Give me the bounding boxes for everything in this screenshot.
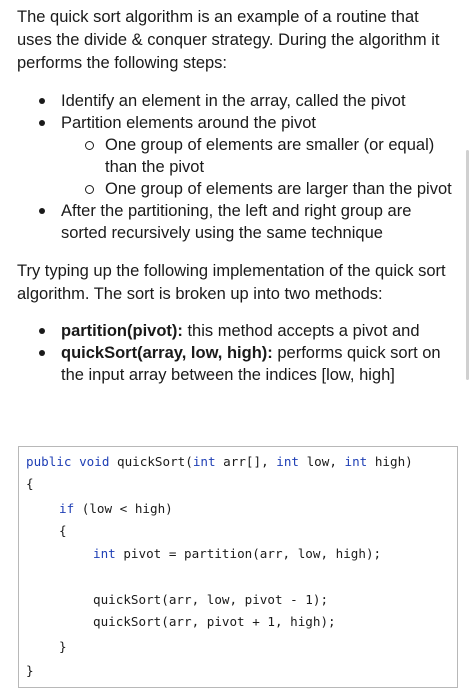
vertical-scrollbar[interactable]	[466, 150, 469, 380]
method-desc: performs quick sort on the input array between the indices [low, high]	[61, 344, 441, 384]
sub-step-text: One group of elements are smaller (or equal) than the pivot	[105, 136, 435, 176]
document-body	[17, 6, 457, 386]
code-line: quickSort(arr, pivot + 1, high);	[93, 614, 336, 629]
code-line: }	[26, 663, 34, 678]
list-item	[61, 134, 457, 178]
steps-list	[17, 90, 457, 244]
step-text: Identify an element in the array, called the pivot	[61, 92, 406, 110]
list-item	[17, 112, 457, 200]
code-line: int pivot = partition(arr, low, high);	[93, 546, 382, 561]
step-text: Partition elements around the pivot	[61, 114, 316, 132]
method-name: quickSort(array, low, high):	[61, 344, 273, 362]
code-line: {	[59, 523, 67, 538]
sub-step-text: One group of elements are larger than the pivot	[105, 180, 452, 198]
sub-steps-list	[61, 134, 457, 200]
try-paragraph: Try typing up the following implementation of the quick sort algorithm. The sort is broken up into two methods:	[17, 262, 446, 303]
list-item	[17, 342, 457, 386]
methods-list	[17, 320, 457, 386]
code-line: quickSort(arr, low, pivot - 1);	[93, 592, 329, 607]
list-item	[17, 200, 457, 244]
code-line: public void quickSort(int arr[], int low, int high)	[26, 454, 413, 469]
code-line: if (low < high)	[59, 501, 173, 516]
code-line: }	[59, 639, 67, 654]
code-line: {	[26, 476, 34, 491]
list-item	[17, 90, 457, 112]
list-item	[61, 178, 457, 200]
method-name: partition(pivot):	[61, 322, 183, 340]
code-block	[18, 446, 458, 688]
list-item	[17, 320, 457, 342]
intro-paragraph: The quick sort algorithm is an example of a routine that uses the divide & conquer strategy. During the algorithm it performs the following steps:	[17, 8, 440, 72]
method-desc: this method accepts a pivot and	[182, 322, 420, 340]
step-text: After the partitioning, the left and right group are sorted recursively using the same technique	[61, 202, 412, 242]
